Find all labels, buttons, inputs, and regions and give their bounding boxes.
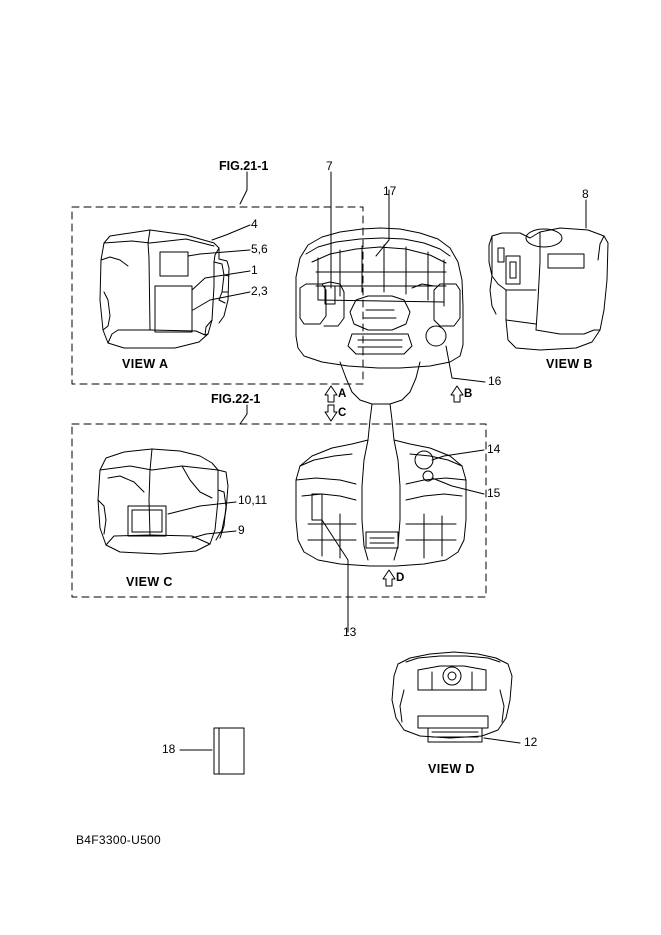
view-d-callout-lines	[484, 738, 520, 743]
callout-8: 8	[582, 187, 589, 201]
callout-17: 17	[383, 184, 397, 198]
bottom-callout-lines	[322, 450, 484, 632]
arrow-c-glyph	[325, 405, 337, 421]
diagram-code: B4F3300-U500	[76, 833, 161, 847]
callout-12: 12	[524, 735, 538, 749]
view-label-c: VIEW C	[126, 575, 173, 589]
view-b-part	[489, 228, 608, 350]
fig21-leader	[240, 172, 247, 204]
atv-front-body	[296, 228, 463, 440]
callout-2-3: 2,3	[251, 284, 268, 298]
callout-7: 7	[326, 159, 333, 173]
callout-5-6: 5,6	[251, 242, 268, 256]
callout-15: 15	[487, 486, 501, 500]
callout-9: 9	[238, 523, 245, 537]
fig-label-21: FIG.21-1	[219, 159, 269, 173]
arrow-d-glyph	[383, 570, 395, 586]
callout-14: 14	[487, 442, 501, 456]
group-box-fig21	[72, 207, 363, 384]
view-a-callout-lines	[188, 225, 250, 310]
item-18-part	[214, 728, 244, 774]
view-c-callout-lines	[168, 502, 236, 538]
callout-16: 16	[488, 374, 502, 388]
atv-rear-body	[296, 440, 466, 566]
group-box-fig22	[72, 424, 486, 597]
view-label-b: VIEW B	[546, 357, 593, 371]
view-a-part	[100, 230, 229, 348]
view-label-d: VIEW D	[428, 762, 475, 776]
callout-10-11: 10,11	[238, 493, 268, 507]
view-c-part	[98, 449, 228, 554]
arrow-a-glyph	[325, 386, 337, 402]
view-label-a: VIEW A	[122, 357, 169, 371]
view-d-part	[392, 652, 512, 742]
arrow-b-glyph	[451, 386, 463, 402]
callout-1: 1	[251, 263, 258, 277]
arrow-label-a: A	[338, 388, 347, 400]
callout-4: 4	[251, 217, 258, 231]
callout-18: 18	[162, 742, 176, 756]
arrow-label-c: C	[338, 407, 347, 419]
fig-label-22: FIG.22-1	[211, 392, 261, 406]
arrow-label-d: D	[396, 572, 405, 584]
center-callout-lines	[331, 172, 485, 382]
callout-13: 13	[343, 625, 357, 639]
fig22-leader	[240, 405, 247, 424]
arrow-label-b: B	[464, 388, 473, 400]
